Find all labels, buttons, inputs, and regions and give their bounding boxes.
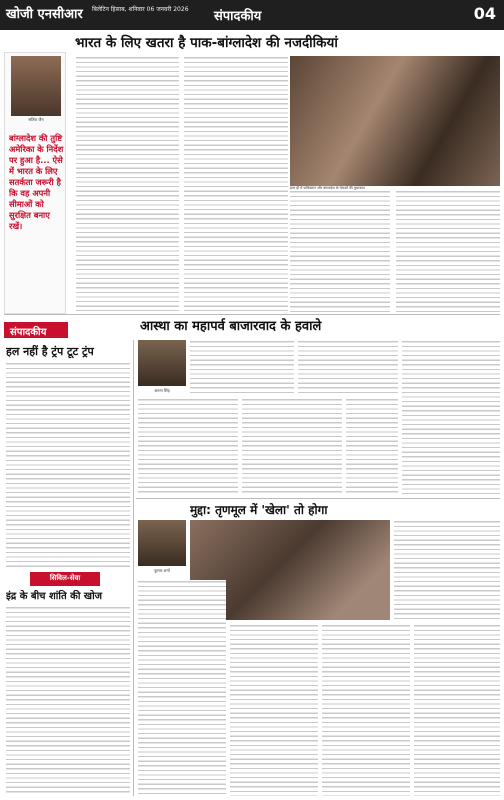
lead-body-col3 (290, 190, 390, 312)
story3-body-col1 (138, 580, 226, 796)
story2-body-col3 (242, 398, 342, 496)
masthead (0, 0, 504, 30)
story2-body-col1 (138, 398, 238, 496)
story2-body-col4 (298, 340, 398, 396)
lead-body-col1 (76, 56, 179, 311)
story3-headline: मुद्दा: तृणमूल में 'खेला' तो होगा (190, 503, 328, 517)
lead-photo (290, 56, 500, 186)
story3-author-photo (138, 520, 186, 566)
story2-headline: आस्था का महापर्व बाजारवाद के हवाले (140, 319, 322, 334)
edition-meta: बिलेटिन हिसाब, शनिवार 06 जनवरी 2026 (92, 6, 189, 13)
sampadkiya-label: संपादकीय (4, 322, 68, 338)
lead-body-col4 (396, 190, 500, 312)
story3-body-col2 (230, 624, 318, 796)
newspaper-logo: खोजी एनसीआर (6, 7, 83, 22)
lead-body-col2 (184, 56, 288, 311)
story2-body-col6 (402, 340, 500, 496)
story2-body-col5 (346, 398, 398, 496)
sampadkiya-body (6, 362, 130, 570)
section-divider (4, 314, 500, 315)
left-column-rule (133, 340, 134, 796)
story3-body-col4 (414, 624, 500, 796)
lead-photo-caption: हाल ही में पाकिस्तान और बांग्लादेश के नेताओं की मुलाकात (290, 186, 365, 190)
story2-author: अरुण सिंह (154, 388, 170, 393)
story2-author-photo (138, 340, 186, 386)
story3-body-col3 (322, 624, 410, 796)
editor-name: सतिश जैन (28, 117, 44, 122)
story-divider (136, 498, 500, 499)
civil-seva-box: सिविल-सेवा (30, 572, 100, 586)
section-title: संपादकीय (214, 9, 262, 24)
story3-body-right (394, 520, 500, 620)
editor-box (4, 52, 66, 314)
editor-quote: बांग्लादेश की तुष्टि अमेरिका के निर्देश पर हुआ है... ऐसे में भारत के लिए सतर्कता जरूरी है कि वह अपनी सीमाओं को सुरक्षित बनाए रखें। (9, 133, 64, 231)
lead-headline: भारत के लिए खतरा है पाक-बांग्लादेश की नजदीकियां (75, 35, 338, 51)
page-number: 04 (473, 4, 496, 23)
sampadkiya-headline: हल नहीं है ट्रंप टूट ट्रंप (6, 345, 94, 358)
editor-photo (11, 56, 61, 116)
story3-author: कुमार शर्मा (154, 568, 170, 573)
story2-body-col2 (190, 340, 294, 396)
sub-headline: इंद्र के बीच शांति की खोज (6, 591, 103, 602)
sub-body (6, 606, 130, 796)
